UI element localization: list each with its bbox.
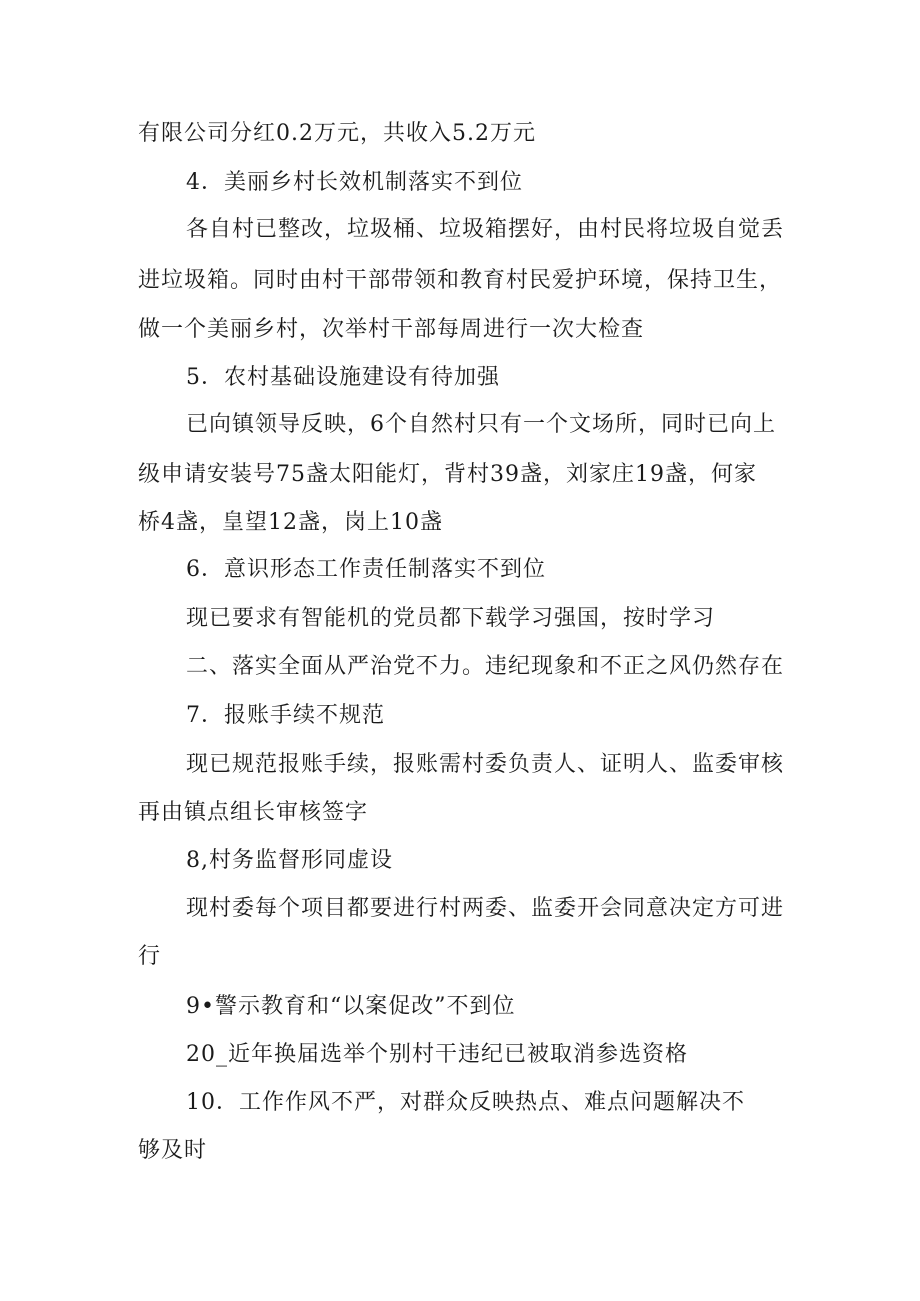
text-line: 现村委每个项目都要进行村两委、监委开会同意决定方可进: [186, 896, 785, 921]
text-line: 各自村已整改，垃圾桶、垃圾箱摆好，由村民将垃圾自觉丢: [186, 217, 785, 242]
text-line: 已向镇领导反映，6个自然村只有一个文场所，同时已向上: [186, 412, 776, 437]
text-line: 桥4盏，皇望12盏，岗上10盏: [138, 510, 443, 535]
section-heading: 二、落实全面从严治党不力。违纪现象和不正之风仍然存在: [186, 654, 785, 679]
text-line: 做一个美丽乡村，次举村干部每周进行一次大检查: [138, 317, 645, 342]
section-heading: 8,村务监督形同虚设: [186, 848, 393, 873]
section-heading: 6．意识形态工作责任制落实不到位: [186, 557, 546, 582]
section-heading: 10．工作作风不严，对群众反映热点、难点问题解决不: [186, 1090, 745, 1115]
text-line: 现已规范报账手续，报账需村委负责人、证明人、监委审核: [186, 752, 785, 777]
section-heading: 9•警示教育和“以案促改”不到位: [186, 994, 516, 1019]
section-heading: 7．报账手续不规范: [186, 703, 385, 728]
section-heading: 4．美丽乡村长效机制落实不到位: [186, 170, 523, 195]
text-line: 有限公司分红0.2万元，共收入5.2万元: [138, 121, 536, 146]
text-line: 20_近年换届选举个别村干违纪已被取消参选资格: [186, 1042, 688, 1067]
text-line: 够及时: [138, 1138, 208, 1163]
section-heading: 5．农村基础设施建设有待加强: [186, 365, 500, 390]
text-line: 再由镇点组长审核签字: [138, 800, 369, 825]
text-line: 级申请安装号75盏太阳能灯，背村39盏，刘家庄19盏，何家: [138, 462, 757, 487]
text-line: 行: [138, 944, 162, 969]
text-line: 进垃圾箱。同时由村干部带领和教育村民爱护环境，保持卫生，: [138, 268, 783, 293]
text-line: 现已要求有智能机的党员都下载学习强国，按时学习: [186, 606, 716, 631]
